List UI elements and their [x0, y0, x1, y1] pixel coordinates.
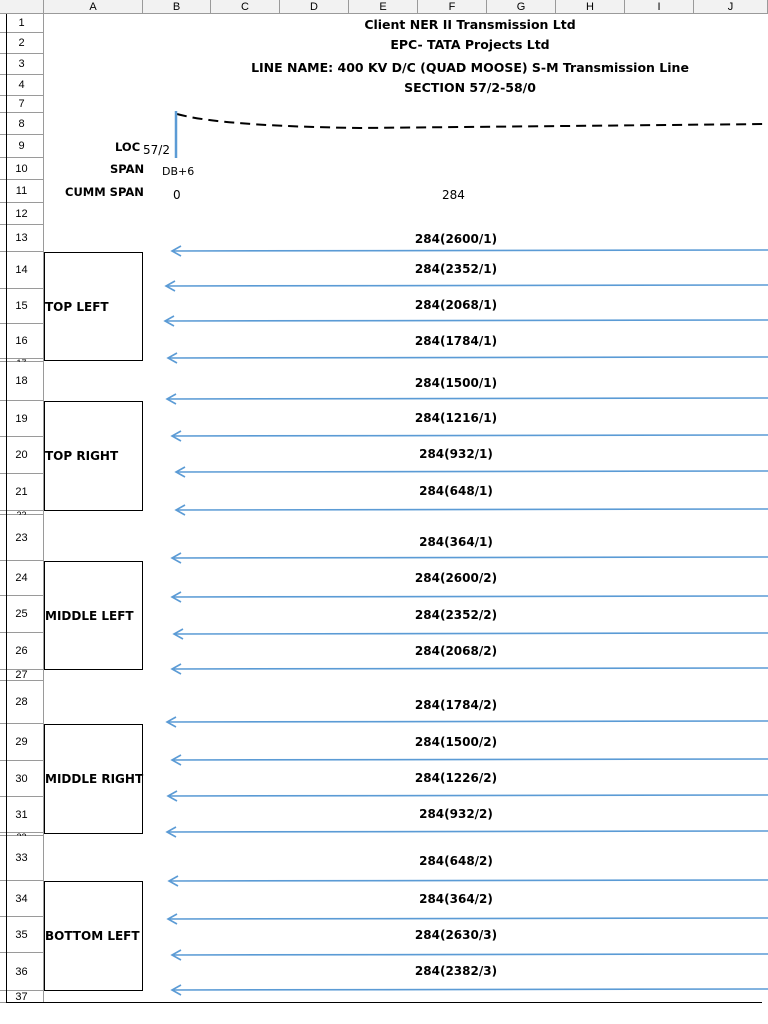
- cumm-span-start: 0: [173, 188, 181, 202]
- row-header-9[interactable]: 9: [0, 135, 44, 158]
- span-label-3: 284(2068/1): [414, 298, 498, 312]
- row-header-19[interactable]: 19: [0, 401, 44, 437]
- conductor-arrow-12: [172, 664, 768, 674]
- cumm-span-end: 284: [442, 188, 465, 202]
- span-label-10: 284(2600/2): [414, 571, 498, 585]
- row-header-13[interactable]: 13: [0, 225, 44, 252]
- span-label-15: 284(1226/2): [414, 771, 498, 785]
- row-header-33[interactable]: 33: [0, 836, 44, 881]
- conductor-arrow-7: [176, 467, 768, 477]
- row-header-14[interactable]: 14: [0, 252, 44, 289]
- conductor-arrow-5: [167, 394, 768, 404]
- conductor-arrow-16: [167, 827, 768, 837]
- span-label-14: 284(1500/2): [414, 735, 498, 749]
- group-label: TOP RIGHT: [45, 449, 119, 463]
- section-title: SECTION 57/2-58/0: [404, 80, 536, 95]
- row-header-15[interactable]: 15: [0, 289, 44, 324]
- conductor-arrow-17: [169, 876, 768, 886]
- group-box-top-left: [44, 252, 143, 361]
- row-header-29[interactable]: 29: [0, 724, 44, 761]
- row-header-36[interactable]: 36: [0, 953, 44, 991]
- span-label-19: 284(2630/3): [414, 928, 498, 942]
- span-label-17: 284(648/2): [419, 854, 493, 868]
- loc-value: 57/2: [143, 143, 170, 157]
- row-header-20[interactable]: 20: [0, 437, 44, 474]
- conductor-arrow-18: [168, 914, 768, 924]
- conductor-arrow-10: [172, 592, 768, 602]
- row-header-2[interactable]: 2: [0, 33, 44, 54]
- row-header-11[interactable]: 11: [0, 180, 44, 203]
- row-header-27[interactable]: 27: [0, 670, 44, 681]
- column-header-b[interactable]: B: [143, 0, 211, 14]
- row-header-7[interactable]: 7: [0, 96, 44, 113]
- row-header-30[interactable]: 30: [0, 761, 44, 797]
- column-header-f[interactable]: F: [418, 0, 487, 14]
- conductor-arrow-6: [172, 431, 768, 441]
- row-header-10[interactable]: 10: [0, 158, 44, 180]
- column-header-c[interactable]: C: [211, 0, 280, 14]
- span-label-4: 284(1784/1): [414, 334, 498, 348]
- epc-title: EPC- TATA Projects Ltd: [390, 37, 550, 52]
- conductor-arrow-8: [176, 505, 768, 515]
- row-header-31[interactable]: 31: [0, 797, 44, 833]
- group-label: MIDDLE RIGHT: [45, 772, 144, 786]
- loc-label: LOC: [115, 140, 141, 154]
- span-label-2: 284(2352/1): [414, 262, 498, 276]
- group-box-top-right: [44, 401, 143, 511]
- column-header-i[interactable]: I: [625, 0, 694, 14]
- row-header-18[interactable]: 18: [0, 362, 44, 401]
- group-label: MIDDLE LEFT: [45, 608, 134, 623]
- conductor-arrow-4: [168, 353, 768, 363]
- conductor-arrow-19: [172, 950, 768, 960]
- span-label-7: 284(932/1): [419, 447, 493, 461]
- column-header-e[interactable]: E: [349, 0, 418, 14]
- group-box-middle-left: [44, 561, 143, 670]
- span-value: DB+6: [162, 165, 195, 178]
- row-header-4[interactable]: 4: [0, 75, 44, 96]
- conductor-arrow-14: [172, 755, 768, 765]
- span-label-6: 284(1216/1): [414, 411, 498, 425]
- span-label-16: 284(932/2): [419, 807, 493, 821]
- span-label-12: 284(2068/2): [414, 644, 498, 658]
- group-label: TOP LEFT: [45, 299, 109, 314]
- row-header-3[interactable]: 3: [0, 54, 44, 75]
- client-title: Client NER II Transmission Ltd: [364, 17, 576, 32]
- span-label-1: 284(2600/1): [414, 232, 498, 246]
- span-label-18: 284(364/2): [419, 892, 493, 906]
- group-box-middle-right: [44, 724, 143, 834]
- row-header-16[interactable]: 16: [0, 324, 44, 359]
- row-header-26[interactable]: 26: [0, 633, 44, 670]
- row-header-12[interactable]: 12: [0, 203, 44, 225]
- row-header-34[interactable]: 34: [0, 881, 44, 917]
- conductor-arrow-2: [166, 281, 768, 291]
- span-label-11: 284(2352/2): [414, 608, 498, 622]
- column-header-j[interactable]: J: [694, 0, 768, 14]
- group-label: BOTTOM LEFT: [45, 929, 140, 943]
- span-label-20: 284(2382/3): [414, 964, 498, 978]
- row-header-8[interactable]: 8: [0, 113, 44, 135]
- group-box-bottom-left: [44, 881, 143, 991]
- conductor-arrow-13: [167, 717, 768, 727]
- row-header-1[interactable]: 1: [0, 14, 44, 33]
- row-header-24[interactable]: 24: [0, 561, 44, 596]
- row-header-35[interactable]: 35: [0, 917, 44, 953]
- row-header-23[interactable]: 23: [0, 515, 44, 561]
- column-header-d[interactable]: D: [280, 0, 349, 14]
- cumm-span-label: CUMM SPAN: [65, 185, 144, 199]
- conductor-arrow-3: [165, 316, 768, 326]
- span-label-5: 284(1500/1): [414, 376, 498, 390]
- conductor-arrow-9: [172, 553, 768, 563]
- column-header-h[interactable]: H: [556, 0, 625, 14]
- column-header-g[interactable]: G: [487, 0, 556, 14]
- conductor-arrow-1: [172, 246, 768, 256]
- column-header-a[interactable]: A: [44, 0, 143, 14]
- span-label: SPAN: [110, 162, 145, 176]
- row-header-21[interactable]: 21: [0, 474, 44, 511]
- span-label-13: 284(1784/2): [414, 698, 498, 712]
- row-header-28[interactable]: 28: [0, 681, 44, 724]
- conductor-arrow-20: [172, 985, 768, 995]
- conductor-arrow-11: [174, 629, 768, 639]
- line-name-title: LINE NAME: 400 KV D/C (QUAD MOOSE) S-M Transmission Line: [251, 60, 689, 75]
- row-header-25[interactable]: 25: [0, 596, 44, 633]
- conductor-arrow-15: [168, 791, 768, 801]
- sag-profile-curve: [177, 114, 768, 128]
- span-label-8: 284(648/1): [419, 484, 493, 498]
- span-label-9: 284(364/1): [419, 535, 493, 549]
- row-header-37[interactable]: 37: [0, 991, 44, 1003]
